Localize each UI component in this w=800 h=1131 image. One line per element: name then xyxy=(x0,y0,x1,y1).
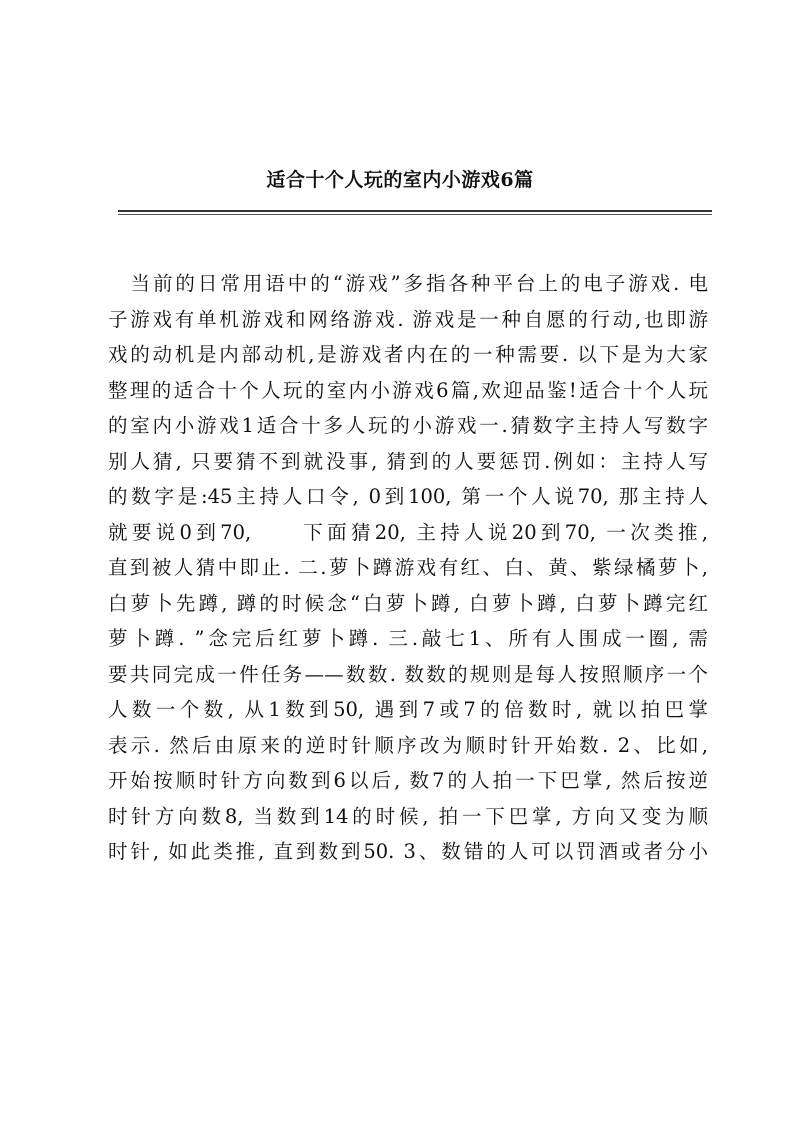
body-line: 要共同完成一件任务——数数. 数数的规则是每人按照顺序一个 xyxy=(108,662,708,686)
body-line: 萝卜蹲. ”念完后红萝卜蹲. 三.敲七1、所有人围成一圈, 需 xyxy=(108,627,708,650)
body-line: 开始按顺时针方向数到6以后, 数7的人拍一下巴掌, 然后按逆 xyxy=(108,769,708,792)
body-line: 就要说0到70, 下面猜20, 主持人说20到70, 一次类推, xyxy=(108,520,708,544)
body-line: 当前的日常用语中的“游戏”多指各种平台上的电子游戏. 电 xyxy=(108,272,708,295)
title-rule-thin xyxy=(118,214,712,215)
body-line: 的数字是:45主持人口令, 0到100, 第一个人说70, 那主持人 xyxy=(108,485,708,508)
document-title: 适合十个人玩的室内小游戏6篇 xyxy=(266,169,534,191)
body-line: 直到被人猜中即止. 二.萝卜蹲游戏有红、白、黄、紫绿橘萝卜, xyxy=(108,556,708,579)
title-rule-thick xyxy=(118,210,712,212)
body-line: 白萝卜先蹲, 蹲的时候念“白萝卜蹲, 白萝卜蹲, 白萝卜蹲完红 xyxy=(108,591,708,615)
document-body xyxy=(108,266,708,870)
body-line: 别人猜, 只要猜不到就没事, 猜到的人要惩罚.例如：主持人写 xyxy=(108,449,708,473)
body-line: 时针, 如此类推, 直到数到50. 3、数错的人可以罚酒或者分小 xyxy=(108,840,708,863)
body-line: 子游戏有单机游戏和网络游戏. 游戏是一种自愿的行动,也即游 xyxy=(108,307,708,331)
body-line: 的室内小游戏1适合十多人玩的小游戏一.猜数字主持人写数字 xyxy=(108,414,708,437)
body-line: 戏的动机是内部动机,是游戏者内在的一种需要. 以下是为大家 xyxy=(108,343,708,366)
body-line: 整理的适合十个人玩的室内小游戏6篇,欢迎品鉴!适合十个人玩 xyxy=(108,378,708,402)
body-line: 时针方向数8, 当数到14的时候, 拍一下巴掌, 方向又变为顺 xyxy=(108,804,708,828)
body-line: 人数一个数, 从1数到50, 遇到7或7的倍数时, 就以拍巴掌 xyxy=(108,698,708,721)
body-line: 表示. 然后由原来的逆时针顺序改为顺时针开始数. 2、比如, xyxy=(108,733,708,757)
